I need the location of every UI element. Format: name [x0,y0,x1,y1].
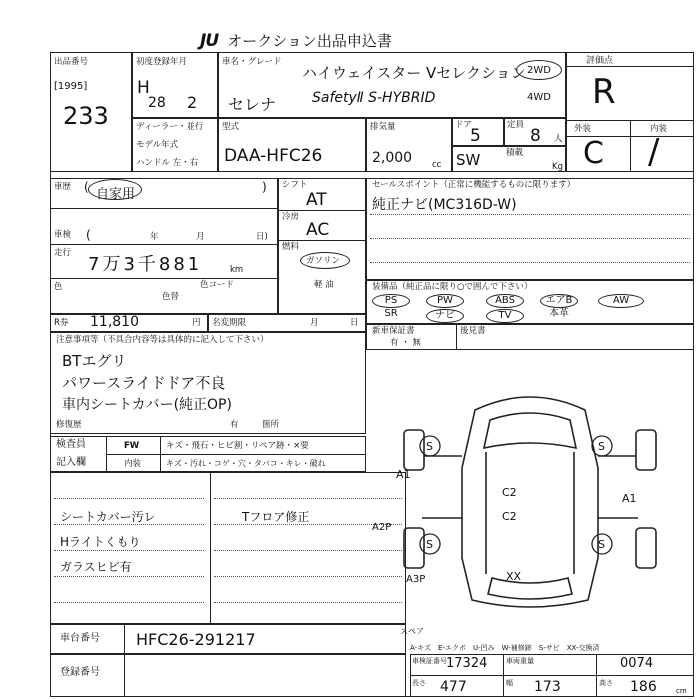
fuel-value: ガソリン [306,256,341,266]
hgt-label: 高さ [599,679,613,687]
repair-unit: 箇所 [262,420,280,430]
drive-2wd: 2WD [527,65,551,76]
registration-box [50,654,406,697]
reg-label: 初度登録年月 [136,57,188,67]
body-type-unit: Kg [552,162,563,172]
color-code: 色コード [200,280,235,290]
note-line-3: 車内シートカバー(純正OP) [62,397,232,413]
registration-label: 登録番号 [60,667,100,678]
fuel-opt2: 軽 油 [314,280,334,290]
capacity-label: 定員 [507,120,525,130]
body-type-label: 積載 [506,148,524,158]
inspector-l2: 記入欄 [56,457,86,468]
drive-4wd: 4WD [527,92,551,103]
lot-number: 233 [63,102,109,130]
score-ext: C [583,136,604,171]
hgt-value: 186 [630,679,657,695]
mark-a1-left: A1 [396,468,411,481]
mark-s-3: S [426,538,433,551]
disp-label: 排気量 [370,122,396,132]
ac-value: AC [306,220,330,240]
form-title: オークション出品申込書 [227,32,392,50]
model-value: DAA-HFC26 [224,146,323,166]
mark-a1-right: A1 [622,492,637,505]
color-label: 色 [54,282,63,292]
mark-a2p: A2P [372,522,392,533]
name-change-d: 日 [350,318,359,328]
car-label: 車名・グレード [222,57,282,67]
use-value: 自家用 [96,187,136,202]
warranty-opt: 有 ・ 無 [390,338,421,348]
note-line-1: BTエグリ [62,352,127,370]
len-value: 477 [440,679,467,695]
name-change-label: 名変期限 [212,318,247,328]
dims-unit: cm [676,687,687,695]
inspection-label: 車検 [54,230,72,240]
cert-no: 17324 [446,656,488,671]
capacity-value: 8 [530,126,541,146]
ju-logo: JU [200,31,219,51]
warranty-book: 後見書 [460,326,486,336]
form-header [200,30,500,50]
equip-item: SR [384,308,398,319]
inspection-d: 日) [256,232,268,242]
car-grade-1: ハイウェイスター Vセレクション [302,64,526,82]
disp-value: 2,000 [372,150,413,166]
disp-unit: cc [432,160,442,170]
use-label: 車歴 [54,182,72,192]
equip-label: 装備品（純正品に限り○で囲んで下さい） [372,282,533,292]
score-int-label: 内装 [650,124,668,134]
recycle-unit: 円 [192,318,201,328]
equip-item: 本革 [549,308,569,319]
weight-label: 車両重量 [506,657,534,665]
model-label: 型式 [222,122,240,132]
inspection-paren: ( [86,228,91,242]
mark-xx: XX [506,570,522,583]
doors-label: ドア [455,120,472,130]
mark-s-4: S [598,538,605,551]
use-paren-close: ) [262,180,267,194]
mark-c2-1: C2 [502,486,517,499]
body-type-value: SW [456,151,481,169]
dealer-label-3: ハンドル 左・右 [136,158,199,168]
inspector-l1: 検査員 [56,439,86,450]
fuel-label: 燃料 [282,242,300,252]
shift-label: シフト [282,180,308,190]
mileage-value: 7万3千881 [88,254,203,275]
remark-left-3: ガラスヒビ有 [60,560,132,574]
name-change-m: 月 [310,318,319,328]
mark-spare: スペア [400,627,424,636]
recycle-label: R券 [54,318,69,328]
warranty-label: 新車保証書 [372,326,415,336]
len-label: 長さ [412,679,426,687]
note-line-2: パワースライドドア不良 [62,374,226,392]
reg-year: 28 [148,95,166,111]
ac-label: 冷房 [282,212,300,222]
reg-month: 2 [187,93,198,112]
score-int: / [648,132,660,172]
mark-c2-2: C2 [502,510,517,523]
car-name: セレナ [228,95,277,114]
recycle-value: 11,810 [90,314,139,330]
code-legend: A-キズ E-エクボ U-凹み W-補修跡 S-サビ XX-交換済 [410,644,600,652]
legend-int: 内装 [124,459,142,469]
weight-value: 0074 [620,656,654,671]
dealer-label-2: モデル年式 [136,140,179,150]
notes-label: 注意事項等（不具合内容等は具体的に記入して下さい） [56,335,269,345]
remark-left-1: シートカバー汚レ [60,510,156,524]
equip-item: TV [486,309,524,323]
chassis-label: 車台番号 [60,633,100,644]
mark-s-2: S [598,440,605,453]
legend-int-text: キズ・汚れ・コゲ・穴・タバコ・キレ・破れ [166,459,326,468]
mileage-unit: km [230,265,244,275]
sales-label: セールスポイント（正常に機能するものに限ります） [372,180,576,190]
car-grade-2: SafetyⅡ S-HYBRID [312,90,436,106]
lot-sub: [1995] [54,81,88,92]
score-value: R [592,72,616,112]
remark-left-2: Hライトくもり [60,535,141,549]
wid-value: 173 [534,679,561,695]
equip-item: ABS [486,294,524,308]
color-change: 色替 [162,292,180,302]
lot-label: 出品番号 [54,57,89,67]
reg-era: H [137,78,150,98]
chassis-value: HFC26-291217 [136,630,256,649]
repair-value: 有 [230,420,239,430]
inspection-y: 年 [150,232,159,242]
equip-item: AW [598,294,644,308]
wid-label: 幅 [506,679,513,687]
dealer-label-1: ディーラー・並行 [136,122,204,132]
doors-value: 5 [470,126,481,146]
use-paren-open: ( [84,180,89,194]
score-ext-label: 外装 [574,124,592,134]
inspection-m: 月 [196,232,205,242]
score-label: 評価点 [586,56,614,66]
equip-item: PS [372,294,410,308]
car-damage-diagram [372,378,660,638]
cert-no-label: 車検証番号 [412,657,447,665]
legend-fw-text: キズ・飛石・ヒビ割・リペア跡・×要 [166,441,309,451]
sales-value: 純正ナビ(MC316D-W) [372,197,517,213]
mark-s-1: S [426,440,433,453]
capacity-unit: 人 [554,134,563,144]
mark-a3p: A3P [406,574,426,585]
legend-fw: FW [124,441,140,451]
equip-item: ナビ [426,309,464,323]
repair-label: 修復歴 [56,420,82,430]
remark-right-1: Tフロア修正 [242,510,310,524]
shift-value: AT [306,190,327,210]
mileage-label: 走行 [54,248,72,258]
equip-item: エアB [540,294,578,308]
equip-item: PW [426,294,464,308]
